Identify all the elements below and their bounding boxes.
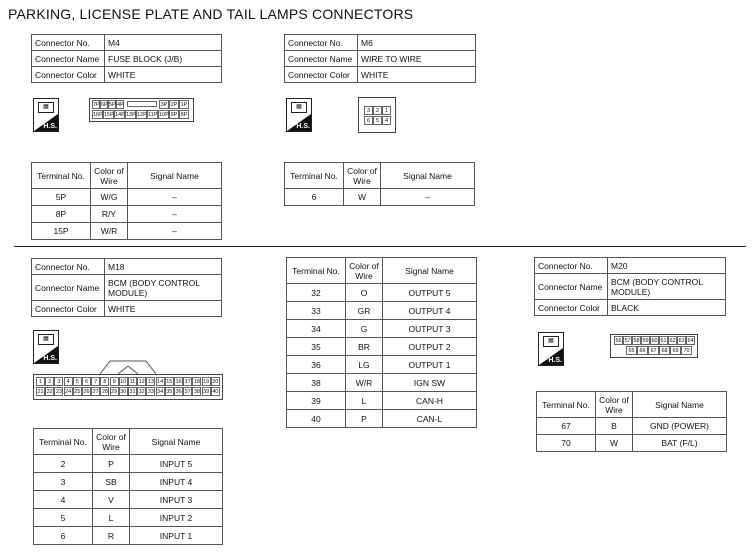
m4-connector-face: [89, 98, 194, 122]
terminal-cell: 34: [287, 320, 346, 338]
pin: 35: [166, 389, 173, 395]
table-row: [34, 455, 223, 473]
table-row: [287, 284, 477, 302]
table-row: [34, 509, 223, 527]
table-row: [287, 302, 477, 320]
connector-no-value: M20: [608, 258, 726, 274]
terminal-cell: 67: [537, 418, 596, 435]
hs-label: H.S.: [548, 357, 562, 364]
wire-color-cell: GR: [346, 302, 383, 320]
pin: 60: [651, 338, 658, 344]
table-row: [287, 374, 477, 392]
hs-icon-glyph: ▦: [543, 336, 559, 347]
pin: 3: [364, 106, 373, 115]
connector-lock: [127, 101, 157, 107]
wire-color-cell: SB: [93, 473, 130, 491]
connector-no-value: M4: [105, 35, 222, 51]
wire-color-cell: BR: [346, 338, 383, 356]
connector-color-label: Connector Color: [285, 67, 358, 83]
pin: 4: [382, 116, 391, 125]
pin: 3P: [160, 102, 168, 108]
pin: 8P: [180, 112, 188, 118]
terminal-cell: 33: [287, 302, 346, 320]
connector-color-label: Connector Color: [535, 300, 608, 316]
pin: 16: [175, 379, 182, 385]
pin: 2P: [170, 102, 178, 108]
signal-cell: INPUT 4: [130, 473, 223, 491]
pin: 65: [626, 346, 637, 355]
pin: 25: [74, 389, 81, 395]
pin: 8: [100, 377, 109, 386]
page-title: PARKING, LICENSE PLATE AND TAIL LAMPS CONNECTORS: [8, 6, 414, 22]
wire-color-cell: B: [596, 418, 633, 435]
m18-info-table: [31, 258, 222, 317]
pin: 13: [147, 379, 154, 385]
pin: 21: [37, 389, 44, 395]
wire-color-cell: P: [346, 410, 383, 428]
hs-icon-glyph: ▦: [38, 334, 54, 345]
pin: 17: [184, 379, 191, 385]
signal-name-header: Signal Name: [383, 258, 477, 284]
table-row: [287, 392, 477, 410]
pin: 62: [669, 338, 676, 344]
table-row: [32, 206, 222, 223]
connector-name-value: FUSE BLOCK (J/B): [105, 51, 222, 67]
pin: 2: [45, 377, 54, 386]
wire-color-cell: V: [93, 491, 130, 509]
terminal-no-header: Terminal No.: [287, 258, 346, 284]
wire-color-header: Color of Wire: [344, 163, 381, 189]
signal-name-header: Signal Name: [128, 163, 222, 189]
pin: 27: [92, 389, 99, 395]
signal-cell: INPUT 1: [130, 527, 223, 545]
m20-info-table: [534, 257, 726, 316]
pin: 14: [157, 379, 164, 385]
terminal-no-header: Terminal No.: [285, 163, 344, 189]
pin: 15P: [104, 112, 114, 118]
pin: 20: [212, 379, 219, 385]
terminal-cell: 38: [287, 374, 346, 392]
wire-color-cell: W: [344, 189, 381, 206]
pin: 5P: [109, 102, 116, 108]
m18-terminal-table-mid: [286, 257, 477, 428]
terminal-no-header: Terminal No.: [32, 163, 91, 189]
hs-label: H.S.: [43, 355, 57, 362]
wire-color-header: Color of Wire: [91, 163, 128, 189]
signal-cell: GND (POWER): [633, 418, 727, 435]
pin: 9: [110, 377, 119, 386]
wire-color-cell: L: [93, 509, 130, 527]
pin: 1P: [180, 102, 188, 108]
connector-color-label: Connector Color: [32, 67, 105, 83]
connector-no-label: Connector No.: [32, 35, 105, 51]
terminal-cell: 32: [287, 284, 346, 302]
wire-color-cell: W: [596, 435, 633, 452]
pin: 10P: [159, 112, 169, 118]
terminal-no-header: Terminal No.: [34, 429, 93, 455]
m18-connector-lock: [100, 357, 156, 375]
hs-label: H.S.: [43, 123, 57, 130]
terminal-cell: 6: [285, 189, 344, 206]
pin: 39: [203, 389, 210, 395]
terminal-cell: 35: [287, 338, 346, 356]
table-row: [32, 223, 222, 240]
hs-icon: [33, 98, 59, 132]
pin: 40: [212, 389, 219, 395]
terminal-cell: 3: [34, 473, 93, 491]
pin: 59: [642, 338, 649, 344]
pin: 33: [147, 389, 154, 395]
table-row: [287, 320, 477, 338]
pin: 13P: [126, 112, 136, 118]
connector-color-value: WHITE: [358, 67, 476, 83]
table-row: [34, 527, 223, 545]
pin: 64: [687, 338, 694, 344]
signal-cell: OUTPUT 3: [383, 320, 477, 338]
hs-icon-glyph: ▦: [38, 102, 54, 113]
connector-no-label: Connector No.: [285, 35, 358, 51]
wire-color-cell: LG: [346, 356, 383, 374]
pin: 5: [73, 377, 82, 386]
wire-color-cell: R: [93, 527, 130, 545]
pin: 2: [373, 106, 382, 115]
pin: 63: [678, 338, 685, 344]
wire-color-cell: G: [346, 320, 383, 338]
table-row: [32, 189, 222, 206]
connector-color-value: WHITE: [105, 67, 222, 83]
pin: 6: [82, 377, 91, 386]
pin: 24: [65, 389, 72, 395]
pin: 30: [120, 389, 127, 395]
hs-label: H.S.: [296, 123, 310, 130]
table-row: [537, 418, 727, 435]
signal-name-header: Signal Name: [381, 163, 475, 189]
pin: 11: [129, 379, 136, 385]
wire-color-header: Color of Wire: [346, 258, 383, 284]
signal-cell: OUTPUT 5: [383, 284, 477, 302]
connector-name-label: Connector Name: [32, 275, 105, 301]
pin: 10: [120, 379, 127, 385]
pin: 5: [373, 116, 382, 125]
pin: 31: [129, 389, 136, 395]
terminal-cell: 5P: [32, 189, 91, 206]
signal-cell: INPUT 5: [130, 455, 223, 473]
pin: 67: [648, 346, 659, 355]
pin: 58: [633, 338, 640, 344]
m6-info-table: [284, 34, 476, 83]
terminal-cell: 70: [537, 435, 596, 452]
m6-connector-face: [358, 97, 396, 133]
pin: 68: [659, 346, 670, 355]
connector-color-value: BLACK: [608, 300, 726, 316]
pin: 3: [54, 377, 63, 386]
pin: 9P: [170, 112, 178, 118]
wire-color-cell: W/R: [346, 374, 383, 392]
m18-connector-face: [33, 374, 223, 400]
connector-name-value: BCM (BODY CONTROL MODULE): [105, 275, 222, 301]
table-row: [287, 338, 477, 356]
wire-color-cell: O: [346, 284, 383, 302]
signal-cell: CAN-H: [383, 392, 477, 410]
m20-connector-face: [610, 334, 698, 358]
pin: 23: [55, 389, 62, 395]
hs-icon: [286, 98, 312, 132]
pin: 1: [382, 106, 391, 115]
pin: 6: [364, 116, 373, 125]
pin: 15: [166, 379, 173, 385]
pin: 7: [91, 377, 100, 386]
signal-cell: –: [381, 189, 475, 206]
pin: 69: [670, 346, 681, 355]
wire-color-header: Color of Wire: [93, 429, 130, 455]
terminal-cell: 40: [287, 410, 346, 428]
connector-no-value: M6: [358, 35, 476, 51]
connector-no-value: M18: [105, 259, 222, 275]
pin: 66: [637, 346, 648, 355]
connector-color-label: Connector Color: [32, 301, 105, 317]
signal-cell: BAT (F/L): [633, 435, 727, 452]
connector-name-label: Connector Name: [285, 51, 358, 67]
pin: 6P: [101, 102, 108, 108]
terminal-cell: 4: [34, 491, 93, 509]
pin: 12: [138, 379, 145, 385]
signal-cell: INPUT 3: [130, 491, 223, 509]
pin: 32: [138, 389, 145, 395]
m4-info-table: [31, 34, 222, 83]
pin: 56: [615, 338, 622, 344]
m18-terminal-table-left: [33, 428, 223, 545]
signal-cell: CAN-L: [383, 410, 477, 428]
connector-color-value: WHITE: [105, 301, 222, 317]
signal-cell: OUTPUT 4: [383, 302, 477, 320]
pin: 36: [175, 389, 182, 395]
pin: 34: [157, 389, 164, 395]
pin: 61: [660, 338, 667, 344]
connector-name-value: BCM (BODY CONTROL MODULE): [608, 274, 726, 300]
pin: 28: [101, 389, 108, 395]
table-row: [34, 491, 223, 509]
terminal-cell: 8P: [32, 206, 91, 223]
pin: 4P: [117, 102, 124, 108]
connector-no-label: Connector No.: [32, 259, 105, 275]
terminal-cell: 36: [287, 356, 346, 374]
pin: 4: [64, 377, 73, 386]
pin: 12P: [137, 112, 147, 118]
m6-terminal-table: [284, 162, 475, 206]
signal-cell: –: [128, 189, 222, 206]
pin: 37: [184, 389, 191, 395]
table-row: [285, 189, 475, 206]
table-row: [34, 473, 223, 491]
pin: 11P: [148, 112, 158, 118]
signal-cell: –: [128, 223, 222, 240]
m4-terminal-table: [31, 162, 222, 240]
pin: 18: [193, 379, 200, 385]
pin: 26: [83, 389, 90, 395]
connector-name-label: Connector Name: [535, 274, 608, 300]
hs-icon: [33, 330, 59, 364]
wire-color-header: Color of Wire: [596, 392, 633, 418]
signal-cell: –: [128, 206, 222, 223]
connector-name-value: WIRE TO WIRE: [358, 51, 476, 67]
pin: 22: [46, 389, 53, 395]
signal-cell: INPUT 2: [130, 509, 223, 527]
wire-color-cell: W/R: [91, 223, 128, 240]
connector-name-label: Connector Name: [32, 51, 105, 67]
pin: 57: [624, 338, 631, 344]
pin: 14P: [115, 112, 125, 118]
m20-terminal-table: [536, 391, 727, 452]
terminal-cell: 39: [287, 392, 346, 410]
pin: 7P: [93, 102, 100, 108]
pin: 16P: [93, 112, 103, 118]
signal-name-header: Signal Name: [130, 429, 223, 455]
section-divider: [14, 246, 746, 247]
signal-cell: OUTPUT 2: [383, 338, 477, 356]
signal-cell: IGN SW: [383, 374, 477, 392]
wire-color-cell: P: [93, 455, 130, 473]
pin: 29: [111, 389, 118, 395]
table-row: [287, 356, 477, 374]
terminal-no-header: Terminal No.: [537, 392, 596, 418]
pin: 38: [193, 389, 200, 395]
pin: 70: [681, 346, 692, 355]
pin: 1: [36, 377, 45, 386]
terminal-cell: 2: [34, 455, 93, 473]
connector-no-label: Connector No.: [535, 258, 608, 274]
signal-name-header: Signal Name: [633, 392, 727, 418]
wire-color-cell: L: [346, 392, 383, 410]
terminal-cell: 6: [34, 527, 93, 545]
terminal-cell: 5: [34, 509, 93, 527]
wire-color-cell: R/Y: [91, 206, 128, 223]
table-row: [537, 435, 727, 452]
wire-color-cell: W/G: [91, 189, 128, 206]
hs-icon: [538, 332, 564, 366]
terminal-cell: 15P: [32, 223, 91, 240]
hs-icon-glyph: ▦: [291, 102, 307, 113]
signal-cell: OUTPUT 1: [383, 356, 477, 374]
table-row: [287, 410, 477, 428]
pin: 19: [203, 379, 210, 385]
